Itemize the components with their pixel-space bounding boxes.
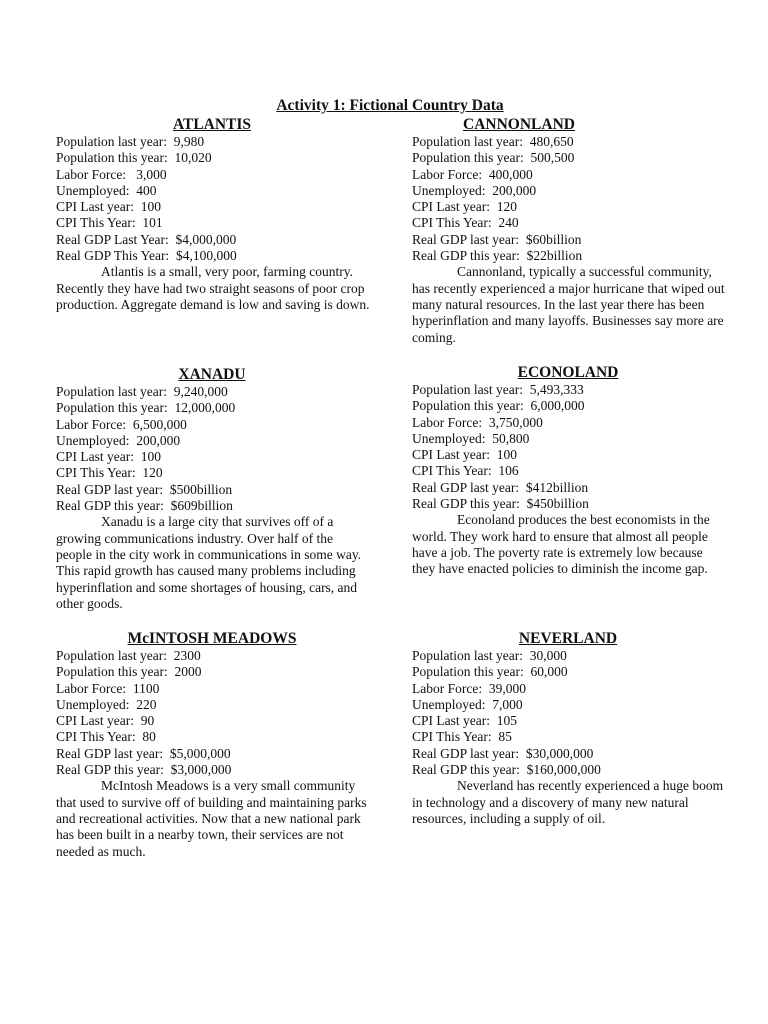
stat-line: Population last year: 2300 — [56, 648, 201, 663]
stat-line: Population last year: 9,980 — [56, 134, 205, 149]
stat-line: Labor Force: 6,500,000 — [56, 416, 187, 432]
stat-line: Population last year: 30,000 — [412, 648, 567, 663]
stat-line: CPI This Year: 120 — [56, 465, 163, 481]
stat-line: CPI Last year: 120 — [412, 199, 517, 215]
stat-line: Real GDP last year: $412billion — [412, 479, 589, 495]
country-xanadu — [56, 366, 366, 612]
country-cannonland — [412, 116, 732, 346]
country-description: McIntosh Meadows is a very small community that used to survive off of building and maintaining parks and recreational activities. Now that a new national park has been built in a nearby town, their services are not needed as much. — [56, 778, 367, 859]
country-description: Atlantis is a small, very poor, farming country. Recently they have had two straight seasons of poor crop production. Aggregate demand is low and saving is down. — [56, 264, 370, 312]
stat-line: Population this year: 60,000 — [412, 664, 568, 680]
stat-line: Unemployed: 400 — [56, 182, 157, 198]
stat-line: Labor Force: 1100 — [56, 680, 160, 696]
stat-line: CPI This Year: 101 — [56, 215, 163, 231]
stat-line: Real GDP this year: $3,000,000 — [56, 762, 232, 778]
stat-line: Real GDP Last Year: $4,000,000 — [56, 231, 237, 247]
stat-line: Population this year: 10,020 — [56, 150, 212, 166]
country-heading: CANNONLAND — [463, 116, 575, 133]
stat-line: CPI Last year: 100 — [56, 199, 161, 215]
stat-line: CPI Last year: 90 — [56, 713, 155, 729]
country-description: Econoland produces the best economists in the world. They work hard to ensure that almost all people have a job. The poverty rate is extremely low because they have enacted policies to diminish the income gap. — [412, 512, 710, 577]
stat-line: Real GDP last year: $500billion — [56, 481, 233, 497]
stat-line: Real GDP last year: $30,000,000 — [412, 745, 594, 761]
country-heading: McINTOSH MEADOWS — [127, 630, 297, 647]
stat-line: CPI This Year: 106 — [412, 463, 519, 479]
stat-line: CPI Last year: 100 — [56, 449, 161, 465]
stat-line: Labor Force: 3,750,000 — [412, 414, 543, 430]
country-description: Neverland has recently experienced a huge boom in technology and a discovery of many new natural resources, including a supply of oil. — [412, 778, 724, 826]
country-heading: ATLANTIS — [172, 116, 252, 133]
country-description: Cannonland, typically a successful community, has recently experienced a major hurricane that wiped out many natural resources. In the last year there has been hyperinflation and many layoffs. Businesses say more are coming. — [412, 264, 725, 345]
stat-line: CPI Last year: 105 — [412, 713, 517, 729]
stat-line: CPI This Year: 80 — [56, 729, 156, 745]
country-heading: ECONOLAND — [517, 364, 619, 381]
stat-line: Real GDP last year: $5,000,000 — [56, 745, 231, 761]
stat-line: CPI This Year: 85 — [412, 729, 512, 745]
stat-line: Population this year: 2000 — [56, 664, 202, 680]
stat-line: Population this year: 500,500 — [412, 150, 575, 166]
country-heading: XANADU — [178, 366, 246, 383]
stat-line: Labor Force: 400,000 — [412, 166, 533, 182]
stat-line: Real GDP this year: $22billion — [412, 248, 583, 264]
stat-line: Real GDP this year: $160,000,000 — [412, 762, 601, 778]
stat-line: Real GDP this year: $609billion — [56, 498, 233, 514]
stat-line: Population last year: 5,493,333 — [412, 382, 584, 397]
stat-line: CPI Last year: 100 — [412, 447, 517, 463]
stat-line: Population this year: 12,000,000 — [56, 400, 236, 416]
stat-line: Population last year: 9,240,000 — [56, 384, 228, 399]
country-description: Xanadu is a large city that survives off of a growing communications industry. Over half of the people in the city work in communications in some way. This rapid growth has caused many problems including hyperinflation and some shortages of housing, cars, and other goods. — [56, 514, 362, 611]
country-neverland — [412, 630, 732, 827]
document-title: Activity 1: Fictional Country Data — [276, 97, 504, 114]
stat-line: Real GDP this year: $450billion — [412, 496, 589, 512]
country-atlantis — [56, 116, 371, 313]
stat-line: Unemployed: 50,800 — [412, 430, 530, 446]
stat-line: Unemployed: 200,000 — [412, 182, 537, 198]
stat-line: Unemployed: 7,000 — [412, 696, 523, 712]
stat-line: Real GDP last year: $60billion — [412, 231, 582, 247]
stat-line: Unemployed: 220 — [56, 696, 157, 712]
stat-line: Labor Force: 3,000 — [56, 166, 167, 182]
stat-line: CPI This Year: 240 — [412, 215, 519, 231]
country-mcintosh-meadows — [56, 630, 371, 860]
stat-line: Population this year: 6,000,000 — [412, 398, 585, 414]
country-heading: NEVERLAND — [518, 630, 618, 647]
stat-line: Real GDP This Year: $4,100,000 — [56, 248, 237, 264]
stat-line: Labor Force: 39,000 — [412, 680, 526, 696]
stat-line: Population last year: 480,650 — [412, 134, 574, 149]
country-econoland — [412, 364, 727, 578]
stat-line: Unemployed: 200,000 — [56, 432, 181, 448]
